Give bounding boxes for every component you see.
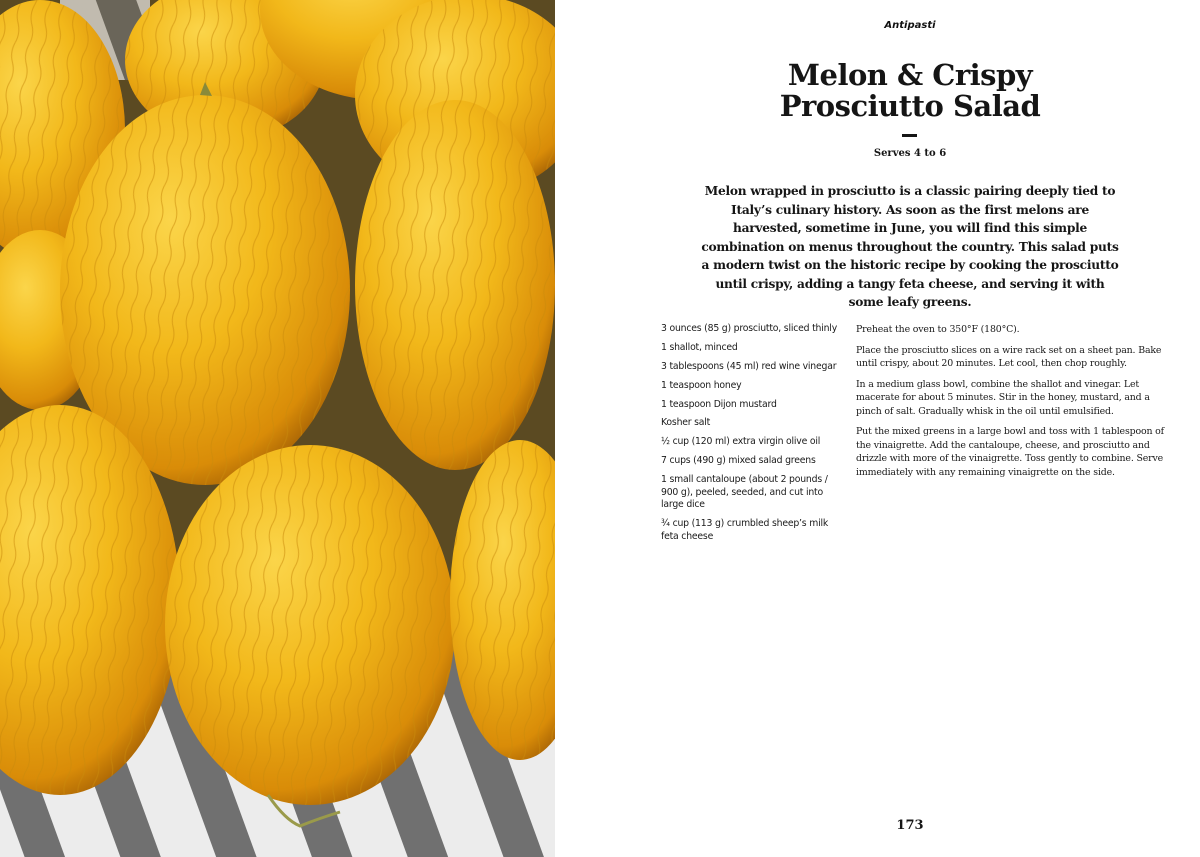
title-line-2: Prosciutto Salad bbox=[779, 89, 1041, 123]
ingredient-item: ¾ cup (113 g) crumbled sheep’s milk feta cheese bbox=[661, 518, 829, 542]
melon-illustration bbox=[0, 0, 555, 857]
ingredients-list bbox=[661, 323, 839, 549]
ingredient-item: 3 tablespoons (45 ml) red wine vinegar bbox=[661, 360, 837, 372]
ingredient-item: 3 ounces (85 g) prosciutto, sliced thinly bbox=[661, 323, 837, 334]
ingredient-item: 1 shallot, minced bbox=[661, 341, 738, 353]
ingredient-item: ½ cup (120 ml) extra virgin olive oil bbox=[661, 436, 821, 448]
section-label: Antipasti bbox=[884, 20, 936, 31]
title-line-1: Melon & Crispy bbox=[787, 58, 1033, 92]
ingredient-item: 7 cups (490 g) mixed salad greens bbox=[661, 455, 816, 467]
method-step: In a medium glass bowl, combine the shallot and vinegar. Let macerate for about 5 minutes. Stir in the honey, mustard, and a pinch of salt. Gradually whisk in the oil until emulsified. bbox=[856, 378, 1150, 417]
ingredient-item: 1 teaspoon Dijon mustard bbox=[661, 398, 777, 410]
method-step: Preheat the oven to 350°F (180°C). bbox=[856, 324, 1020, 335]
ingredient-item: 1 small cantaloupe (about 2 pounds / 900 g), peeled, seeded, and cut into large dice bbox=[661, 474, 828, 511]
method-step: Place the prosciutto slices on a wire rack set on a sheet pan. Bake until crispy, about 20 minutes. Let cool, then chop roughly. bbox=[856, 344, 1162, 369]
method-step: Put the mixed greens in a large bowl and toss with 1 tablespoon of the vinaigrette. Add the cantaloupe, cheese, and prosciutto and drizzle with more of the vinaigrette. Toss gently to combine. Serve immediately with any remaining vinaigrette on the side. bbox=[856, 426, 1164, 478]
melon-photo bbox=[0, 0, 555, 857]
ingredient-item: 1 teaspoon honey bbox=[661, 379, 742, 391]
recipe-intro: Melon wrapped in prosciutto is a classic pairing deeply tied to Italy’s culinary history. As soon as the first melons are harvested, sometime in June, you will find this simple combination on menus throughout the country. This salad puts a modern twist on the historic recipe by cooking the prosciutto until crispy, adding a tangy feta cheese, and serving it with some leafy greens. bbox=[701, 184, 1119, 309]
serves-label: Serves 4 to 6 bbox=[873, 148, 947, 159]
page-number: 173 bbox=[896, 818, 924, 833]
ingredient-item: Kosher salt bbox=[661, 417, 711, 429]
recipe-page bbox=[555, 0, 1200, 857]
recipe-title bbox=[555, 60, 1200, 122]
title-divider bbox=[902, 134, 917, 137]
method-steps bbox=[856, 323, 1166, 486]
